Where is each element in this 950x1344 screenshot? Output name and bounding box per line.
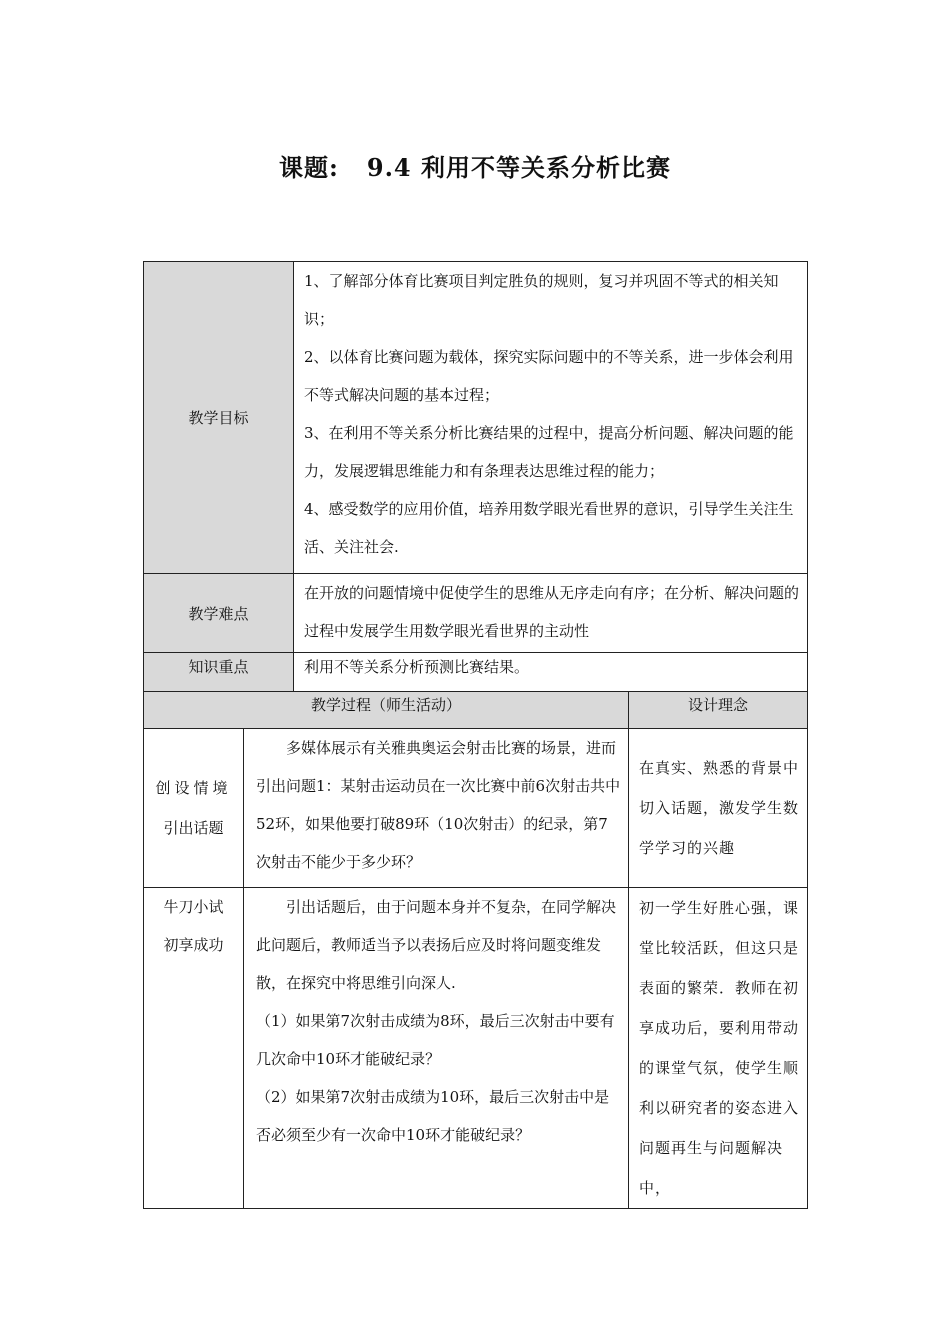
stage2-row	[144, 888, 808, 1209]
design-header: 设计理念	[629, 692, 808, 729]
process-header-row	[144, 692, 808, 729]
objective-item: 4、感受数学的应用价值，培养用数学眼光看世界的意识，引导学生关注生活、关注社会.	[304, 500, 794, 556]
stage2-label-line2: 初享成功	[163, 936, 224, 954]
stage1-label-line2: 引出话题	[163, 819, 224, 837]
objective-item: 1、了解部分体育比赛项目判定胜负的规则，复习并巩固不等式的相关知识；	[304, 272, 779, 328]
stage2-label-line1: 牛刀小试	[163, 898, 224, 916]
stage1-content: 多媒体展示有关雅典奥运会射击比赛的场景，进而引出问题1：某射击运动员在一次比赛中前6次射击共中52环，如果他要打破89环（10次射击）的纪录，第7次射击不能少于多少环？	[244, 729, 629, 888]
title-label: 课题:	[279, 153, 339, 182]
stage2-label	[144, 888, 244, 1209]
objectives-row	[144, 262, 808, 574]
difficulty-row	[144, 574, 808, 653]
lesson-plan-table	[143, 261, 808, 1209]
stage1-design: 在真实、熟悉的背景中切入话题，激发学生数学学习的兴趣	[629, 729, 808, 888]
objective-item: 2、以体育比赛问题为载体，探究实际问题中的不等关系，进一步体会利用不等式解决问题的基本过程；	[304, 348, 794, 404]
stage1-label-line1: 创设情境	[155, 779, 232, 797]
key-point-label: 知识重点	[144, 653, 294, 692]
difficulty-content: 在开放的问题情境中促使学生的思维从无序走向有序；在分析、解决问题的过程中发展学生用数学眼光看世界的主动性	[294, 574, 808, 653]
objectives-label: 教学目标	[144, 262, 294, 574]
stage2-question-1: （1）如果第7次射击成绩为8环，最后三次射击中要有几次命中10环才能破纪录？	[256, 1012, 615, 1068]
objective-item: 3、在利用不等关系分析比赛结果的过程中，提高分析问题、解决问题的能力，发展逻辑思维能力和有条理表达思维过程的能力；	[304, 424, 794, 480]
difficulty-label: 教学难点	[144, 574, 294, 653]
stage1-row	[144, 729, 808, 888]
title-text: 9.4 利用不等关系分析比赛	[366, 153, 671, 182]
process-header: 教学过程（师生活动）	[144, 692, 629, 729]
objectives-content	[294, 262, 808, 574]
page-title	[0, 148, 950, 183]
stage2-question-2: （2）如果第7次射击成绩为10环，最后三次射击中是否必须至少有一次命中10环才能破纪录？	[256, 1088, 610, 1144]
key-point-row	[144, 653, 808, 692]
stage1-label	[144, 729, 244, 888]
key-point-content: 利用不等关系分析预测比赛结果。	[294, 653, 808, 692]
stage2-intro: 引出话题后，由于问题本身并不复杂，在同学解决此问题后，教师适当予以表扬后应及时将问题变维发散，在探究中将思维引向深人.	[256, 898, 617, 992]
stage2-design: 初一学生好胜心强，课堂比较活跃，但这只是表面的繁荣．教师在初享成功后，要利用带动的课堂气氛，使学生顺利以研究者的姿态进入问题再生与问题解决中，	[629, 888, 808, 1209]
stage2-content	[244, 888, 629, 1209]
